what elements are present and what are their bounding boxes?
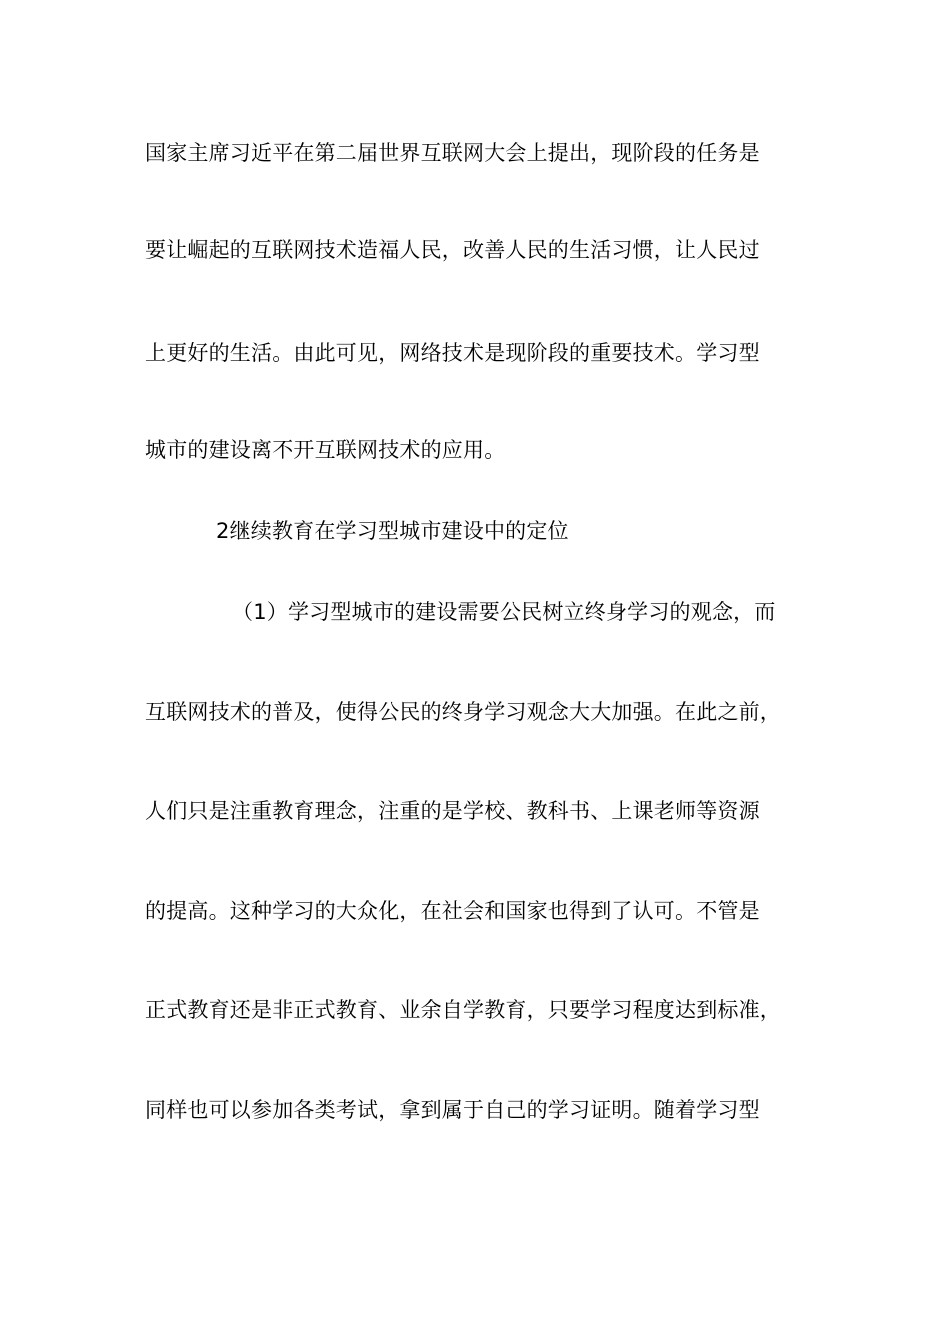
paragraph2-line-3: 人们只是注重教育理念，注重的是学校、教科书、上课老师等资源 <box>145 799 760 823</box>
section-heading: 2继续教育在学习型城市建设中的定位 <box>216 519 569 543</box>
paragraph2-line-1: （1）学习型城市的建设需要公民树立终身学习的观念，而 <box>232 600 776 624</box>
paragraph2-line-5: 正式教育还是非正式教育、业余自学教育，只要学习程度达到标准， <box>145 998 781 1022</box>
paragraph-line-3: 上更好的生活。由此可见，网络技术是现阶段的重要技术。学习型 <box>145 341 760 365</box>
paragraph2-line-2: 互联网技术的普及，使得公民的终身学习观念大大加强。在此之前， <box>145 700 781 724</box>
paragraph-line-2: 要让崛起的互联网技术造福人民，改善人民的生活习惯，让人民过 <box>145 238 760 262</box>
paragraph2-line-6: 同样也可以参加各类考试，拿到属于自己的学习证明。随着学习型 <box>145 1098 760 1122</box>
paragraph-line-1: 国家主席习近平在第二届世界互联网大会上提出，现阶段的任务是 <box>145 141 760 165</box>
paragraph2-line-4: 的提高。这种学习的大众化，在社会和国家也得到了认可。不管是 <box>145 899 760 923</box>
paragraph-line-4: 城市的建设离不开互联网技术的应用。 <box>145 438 506 462</box>
